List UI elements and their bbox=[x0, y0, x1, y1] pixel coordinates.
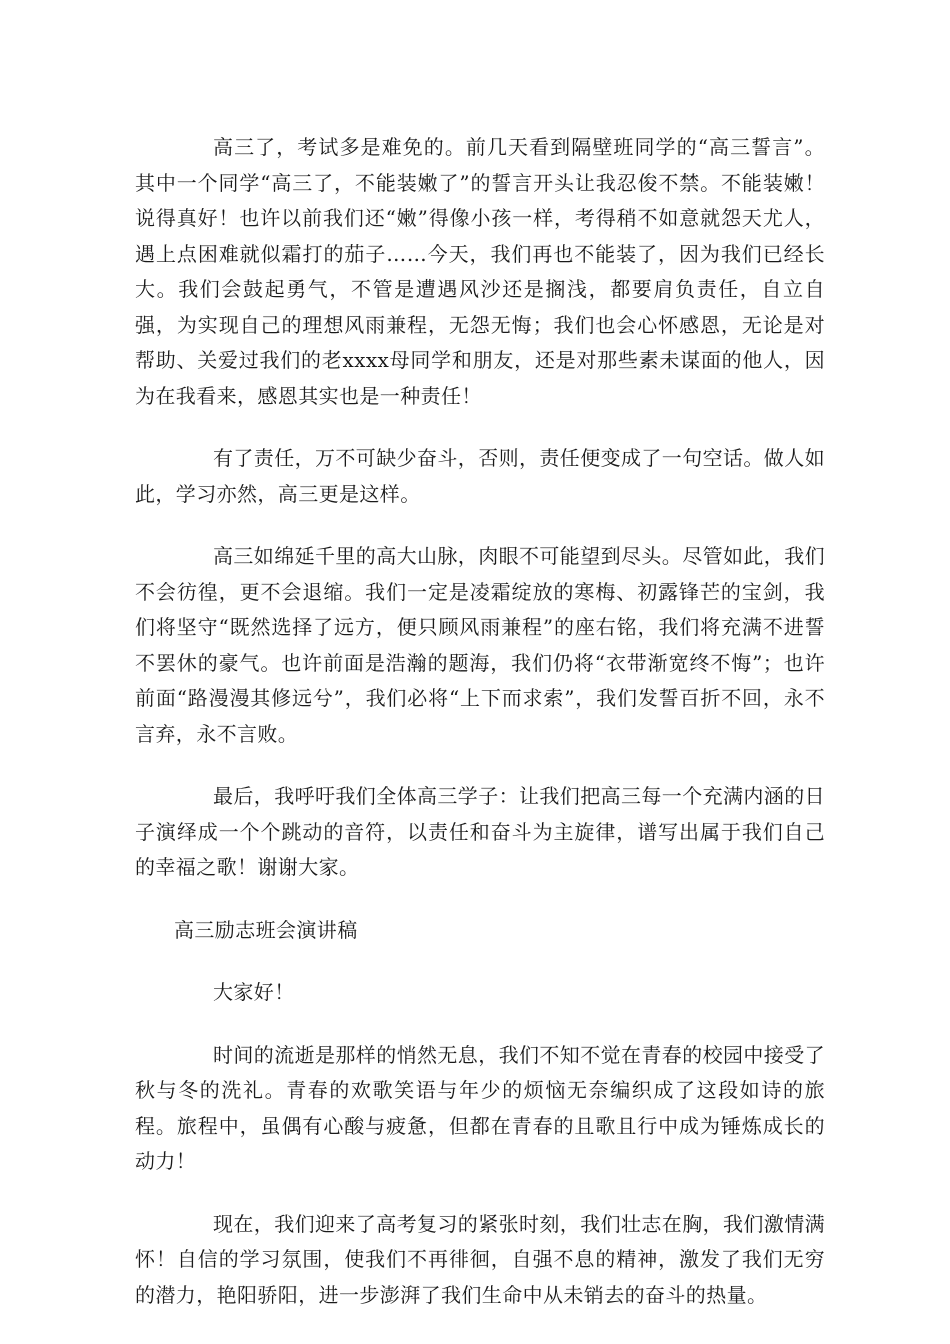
document-body bbox=[135, 130, 825, 1340]
greeting: 大家好！ bbox=[213, 980, 295, 1004]
paragraph-exam-oath: 高三了，考试多是难免的。前几天看到隔壁班同学的“高三誓言”。其中一个同学“高三了，不能装嫩了”的誓言开头让我忍俊不禁。不能装嫩！说得真好！也许以前我们还“嫩”得像小孩一样，考得稍不如意就怨天尤人，遇上点困难就似霜打的茄子……今天，我们再也不能装了，因为我们已经长大。我们会鼓起勇气，不管是遭遇风沙还是搁浅，都要肩负责任，自立自强，为实现自己的理想风雨兼程，无怨无悔；我们也会心怀感恩，无论是对帮助、关爱过我们的老xxxx母同学和朋友，还是对那些素未谋面的他人，因为在我看来，感恩其实也是一种责任！ bbox=[135, 135, 825, 408]
paragraph-review: 现在，我们迎来了高考复习的紧张时刻，我们壮志在胸，我们激情满怀！自信的学习氛围，使我们不再徘徊，自强不息的精神，激发了我们无穷的潜力，艳阳骄阳，进一步澎湃了我们生命中从未销去的奋斗的热量。 bbox=[135, 1211, 825, 1307]
paragraph-mountain: 高三如绵延千里的高大山脉，肉眼不可能望到尽头。尽管如此，我们不会彷徨，更不会退缩。我们一定是凌霜绽放的寒梅、初露锋芒的宝剑，我们将坚守“既然选择了远方，便只顾风雨兼程”的座右铭，我们将充满不进誓不罢休的豪气。也许前面是浩瀚的题海，我们仍将“衣带渐宽终不悔”；也许前面“路漫漫其修远兮”，我们必将“上下而求索”，我们发誓百折不回，永不言弃，永不言败。 bbox=[135, 544, 825, 746]
paragraph-time-passing: 时间的流逝是那样的悄然无息，我们不知不觉在青春的校园中接受了秋与冬的洗礼。青春的欢歌笑语与年少的烦恼无奈编织成了这段如诗的旅程。旅程中，虽偶有心酸与疲惫，但都在青春的且歌且行中成为锤炼成长的动力！ bbox=[135, 1042, 825, 1173]
paragraph-closing: 最后，我呼吁我们全体高三学子：让我们把高三每一个充满内涵的日子演绎成一个个跳动的音符，以责任和奋斗为主旋律，谱写出属于我们自己的幸福之歌！谢谢大家。 bbox=[135, 784, 825, 879]
paragraph-responsibility: 有了责任，万不可缺少奋斗，否则，责任便变成了一句空话。做人如此，学习亦然，高三更是这样。 bbox=[135, 446, 825, 506]
speech-title: 高三励志班会演讲稿 bbox=[174, 917, 358, 942]
